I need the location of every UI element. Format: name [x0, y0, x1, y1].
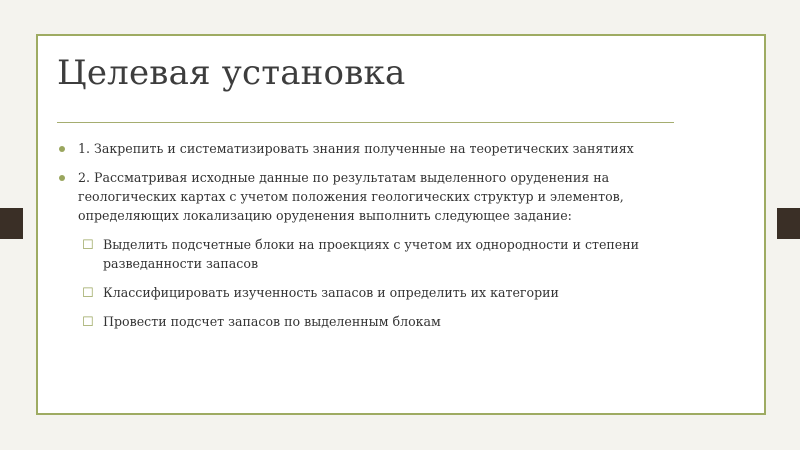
slide-body: [57, 139, 677, 341]
checkbox-bullet-icon: ☐: [82, 238, 94, 253]
slide-title: Целевая установка: [57, 53, 406, 93]
sub-list-item-text: Классифицировать изученность запасов и определить их категории: [103, 285, 559, 300]
list-item: [57, 139, 677, 158]
list-item-text: 1. Закрепить и систематизировать знания полученные на теоретических занятиях: [78, 141, 634, 156]
sub-list-item: [57, 235, 677, 273]
sub-list-item-text: Провести подсчет запасов по выделенным блокам: [103, 314, 441, 329]
right-decor-bar: [777, 208, 800, 239]
sub-list-item-text: Выделить подсчетные блоки на проекциях с учетом их однородности и степени разведанности запасов: [103, 237, 640, 271]
round-bullet-icon: [59, 175, 65, 181]
list-item: [57, 168, 677, 225]
round-bullet-icon: [59, 146, 65, 152]
sub-list-item: [57, 312, 677, 331]
sub-list-item: [57, 283, 677, 302]
checkbox-bullet-icon: ☐: [82, 286, 94, 301]
list-item-text: 2. Рассматривая исходные данные по результатам выделенного оруденения на геологических картах с учетом положения геологических структур и элементов, определяющих локализацию оруденения выполнить следующее задание:: [78, 170, 624, 223]
title-divider: [57, 122, 674, 123]
checkbox-bullet-icon: ☐: [82, 315, 94, 330]
left-decor-bar: [0, 208, 23, 239]
